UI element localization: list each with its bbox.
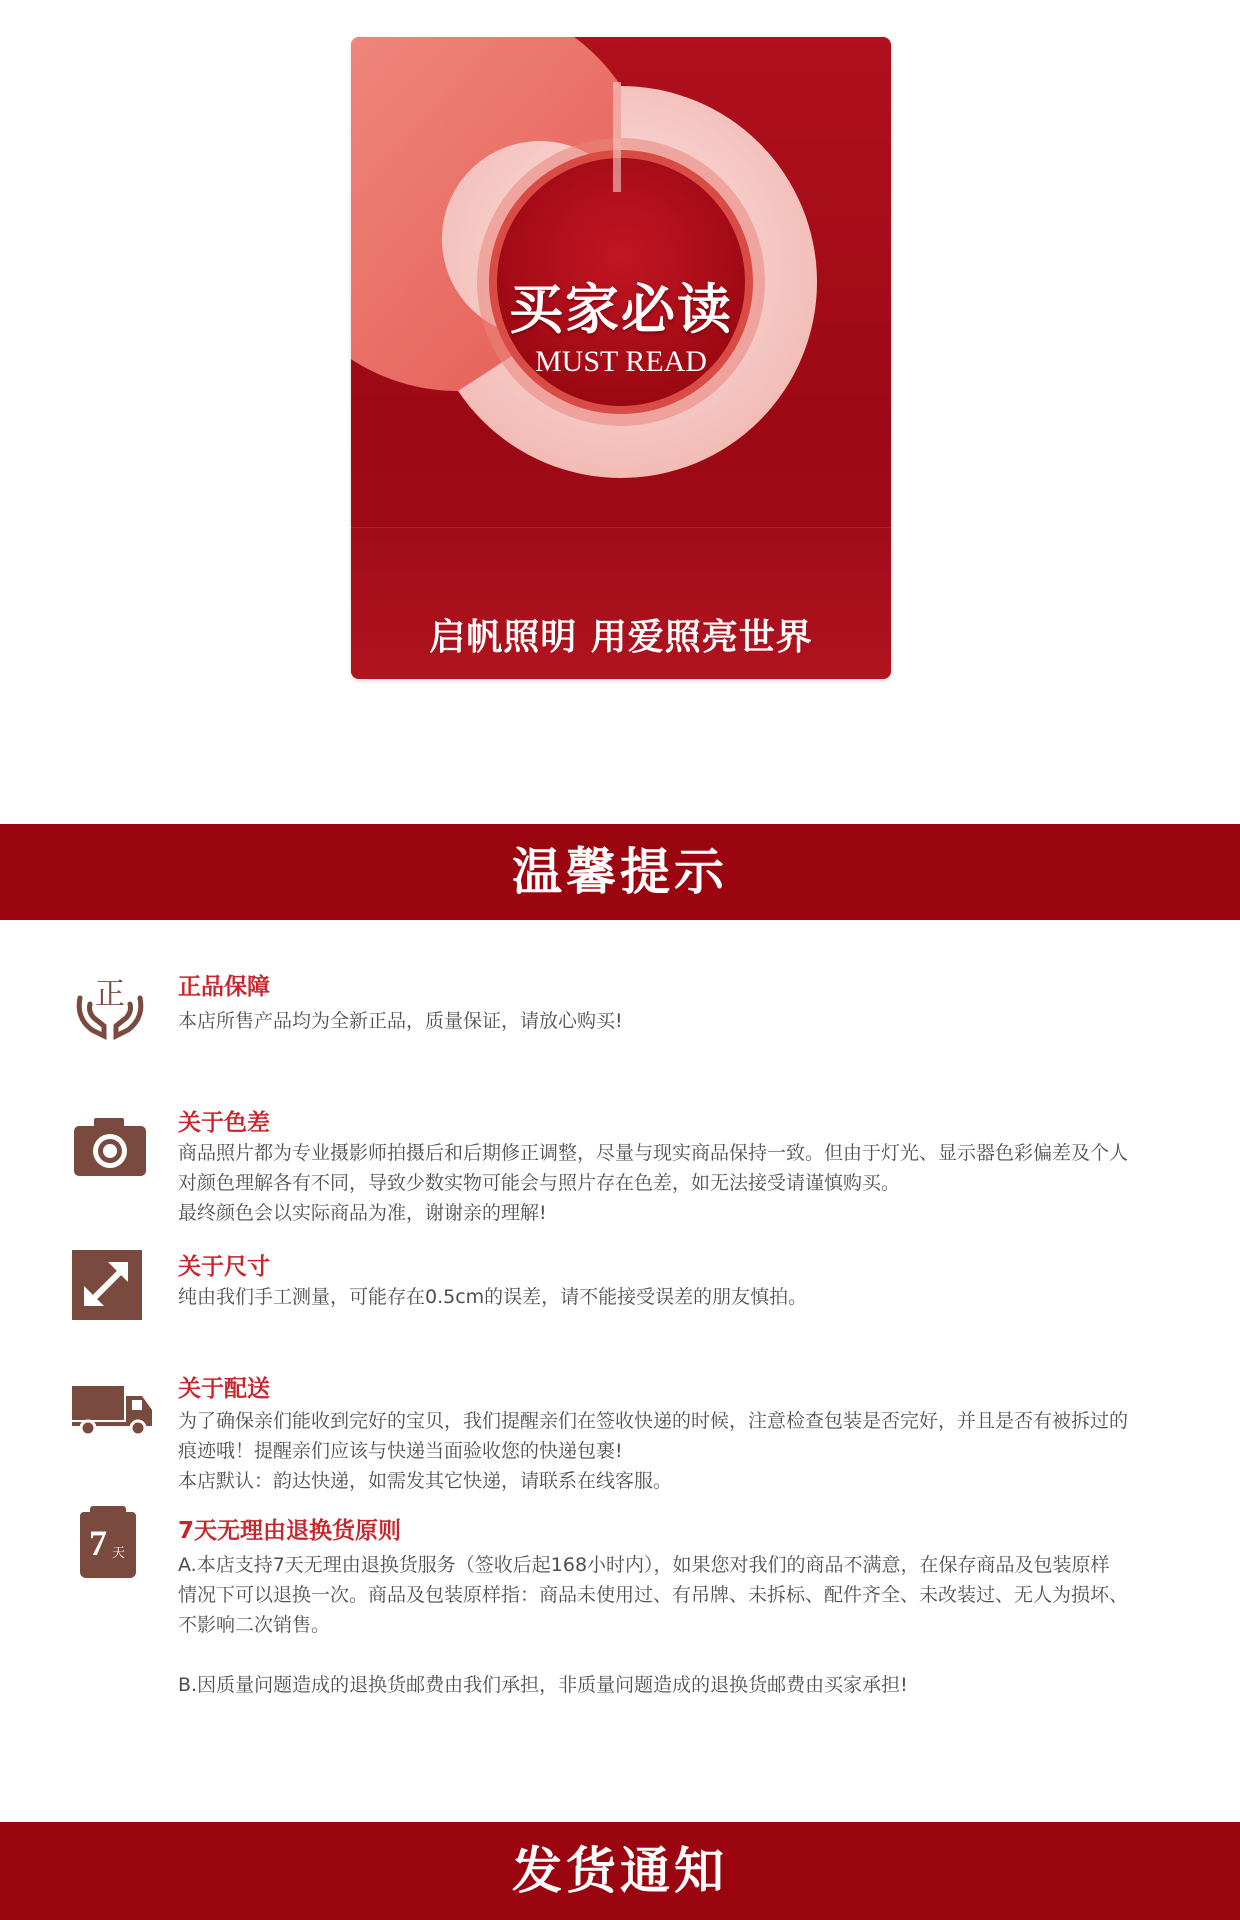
item-line: 纯由我们手工测量，可能存在0.5cm的误差，请不能接受误差的朋友慎拍。 xyxy=(178,1286,808,1308)
item-title: 关于色差 xyxy=(178,1110,270,1136)
must-read-card xyxy=(351,37,891,679)
item-line: 痕迹哦！提醒亲们应该与快递当面验收您的快递包裹! xyxy=(178,1440,623,1462)
item-body xyxy=(178,1282,1208,1312)
item-line: 本店所售产品均为全新正品，质量保证，请放心购买! xyxy=(178,1010,623,1032)
item-body xyxy=(178,1406,1208,1496)
item-title: 7天无理由退换货原则 xyxy=(178,1518,402,1544)
item-line: 不影响二次销售。 xyxy=(178,1614,331,1636)
item-line: 情况下可以退换一次。商品及包装原样指：商品未使用过、有吊牌、未拆标、配件齐全、未改装过、无人为损坏、 xyxy=(178,1584,1129,1606)
shipping-notice-banner: 发货通知 xyxy=(0,1822,1240,1920)
item-line: 商品照片都为专业摄影师拍摄后和后期修正调整，尽量与现实商品保持一致。但由于灯光、显示器色彩偏差及个人 xyxy=(178,1142,1129,1164)
must-read-subtitle: MUST READ xyxy=(535,345,707,378)
item-body xyxy=(178,1138,1208,1228)
item-line: A.本店支持7天无理由退换货服务（签收后起168小时内），如果您对我们的商品不满意，在保存商品及包装原样 xyxy=(178,1554,1110,1576)
item-title: 关于配送 xyxy=(178,1376,270,1402)
camera-icon xyxy=(70,1108,150,1188)
item-line: 为了确保亲们能收到完好的宝贝，我们提醒亲们在签收快递的时候，注意检查包装是否完好，并且是否有被拆过的 xyxy=(178,1410,1129,1432)
resize-arrow-icon xyxy=(70,1248,150,1328)
item-title: 关于尺寸 xyxy=(178,1254,270,1280)
item-line: 对颜色理解各有不同，导致少数实物可能会与照片存在色差，如无法接受请谨慎购买。 xyxy=(178,1172,901,1194)
must-read-title: 买家必读 xyxy=(509,278,733,341)
genuine-hands-icon xyxy=(70,968,150,1048)
item-body xyxy=(178,1006,1208,1036)
item-line: B.因质量问题造成的退换货邮费由我们承担，非质量问题造成的退换货邮费由买家承担! xyxy=(178,1674,908,1696)
item-body xyxy=(178,1550,1208,1700)
item-line: 最终颜色会以实际商品为准，谢谢亲的理解! xyxy=(178,1202,547,1224)
item-title: 正品保障 xyxy=(178,974,270,1000)
brand-slogan: 启帆照明 用爱照亮世界 xyxy=(429,617,813,658)
delivery-truck-icon xyxy=(70,1370,154,1450)
seven-day-return-icon: 7 天 xyxy=(80,1512,136,1578)
warm-tips-banner: 温馨提示 xyxy=(0,824,1240,920)
item-line: 本店默认：韵达快递，如需发其它快递，请联系在线客服。 xyxy=(178,1470,673,1492)
svg-text:正: 正 xyxy=(95,977,125,1012)
